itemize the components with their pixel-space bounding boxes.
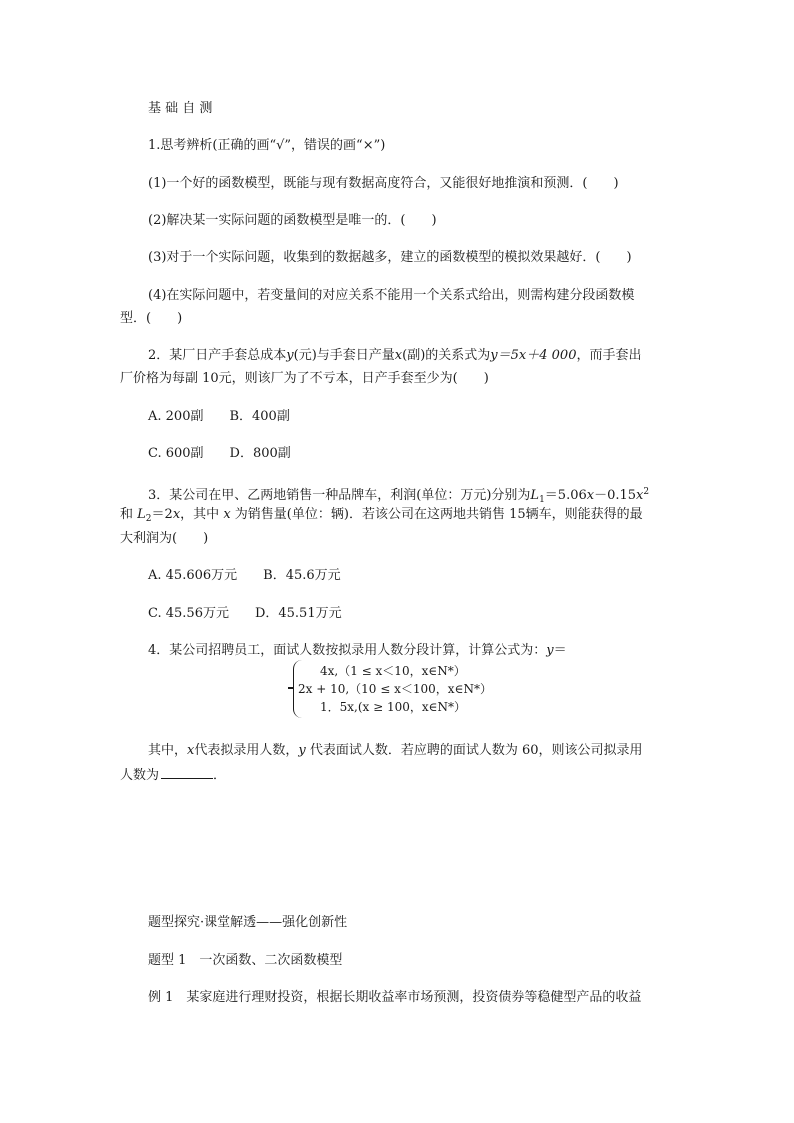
answer-blank[interactable]	[161, 766, 213, 779]
question-2-options-ab: A. 200副 B．400副	[148, 409, 290, 424]
question-1-item-4-line-1: (4)在实际问题中，若变量间的对应关系不能用一个关系式给出，则需构建分段函数模	[148, 288, 635, 303]
question-1-item-4-line-2: 型．( )	[120, 311, 183, 326]
question-4-line-2: 其中，x代表拟录用人数，y 代表面试人数．若应聘的面试人数为 60，则该公司拟录用	[148, 743, 643, 758]
section-title: 题型探究·课堂解透——强化创新性	[148, 915, 348, 930]
question-type-title: 题型 1 一次函数、二次函数模型	[148, 953, 343, 968]
piecewise-case-3: 1．5x,(x ≥ 100，x∈N*）	[320, 700, 467, 714]
section-heading: 基 础 自 测	[148, 101, 213, 116]
question-3-options-cd: C. 45.56万元 D．45.51万元	[148, 606, 342, 621]
question-2-options-cd: C. 600副 D．800副	[148, 446, 291, 461]
question-3-line-3: 大利润为( )	[120, 531, 209, 546]
example-1-text: 例 1 某家庭进行理财投资，根据长期收益率市场预测，投资债券等稳健型产品的收益	[148, 990, 642, 1005]
question-2-line-1: 2．某厂日产手套总成本y(元)与手套日产量x(副)的关系式为y＝5x＋4 000，而手套出	[148, 348, 642, 363]
piecewise-case-1: 4x,（1 ≤ x＜10，x∈N*）	[320, 664, 466, 678]
question-1-item-2: (2)解决某一实际问题的函数模型是唯一的．( )	[148, 213, 437, 228]
question-1-item-1: (1)一个好的函数模型，既能与现有数据高度符合，又能很好地推演和预测．( )	[148, 176, 619, 191]
question-2-line-2: 厂价格为每副 10元，则该厂为了不亏本，日产手套至少为( )	[120, 371, 489, 386]
question-3-line-1: 3．某公司在甲、乙两地销售一种品牌车，利润(单位：万元)分别为$L_1=5.06x-0.15x^2$	[148, 487, 650, 505]
question-1-title: 1.思考辨析(正确的画“√”，错误的画“×”)	[148, 138, 386, 153]
question-1-item-3: (3)对于一个实际问题，收集到的数据越多，建立的函数模型的模拟效果越好．( )	[148, 250, 632, 265]
question-3-options-ab: A. 45.606万元 B．45.6万元	[148, 568, 341, 583]
question-4-line-3: 人数为 ．	[120, 768, 227, 783]
question-4-line-1: 4．某公司招聘员工，面试人数按拟录用人数分段计算，计算公式为：y＝	[148, 643, 567, 658]
piecewise-case-2: 2x + 10,（10 ≤ x＜100，x∈N*）	[298, 682, 492, 696]
piecewise-brace-tip	[288, 687, 294, 689]
question-3-line-2: 和 $L_2=2x$，其中 x 为销售量(单位：辆)．若该公司在这两地共销售 15辆车，则能获得的最	[120, 507, 643, 524]
